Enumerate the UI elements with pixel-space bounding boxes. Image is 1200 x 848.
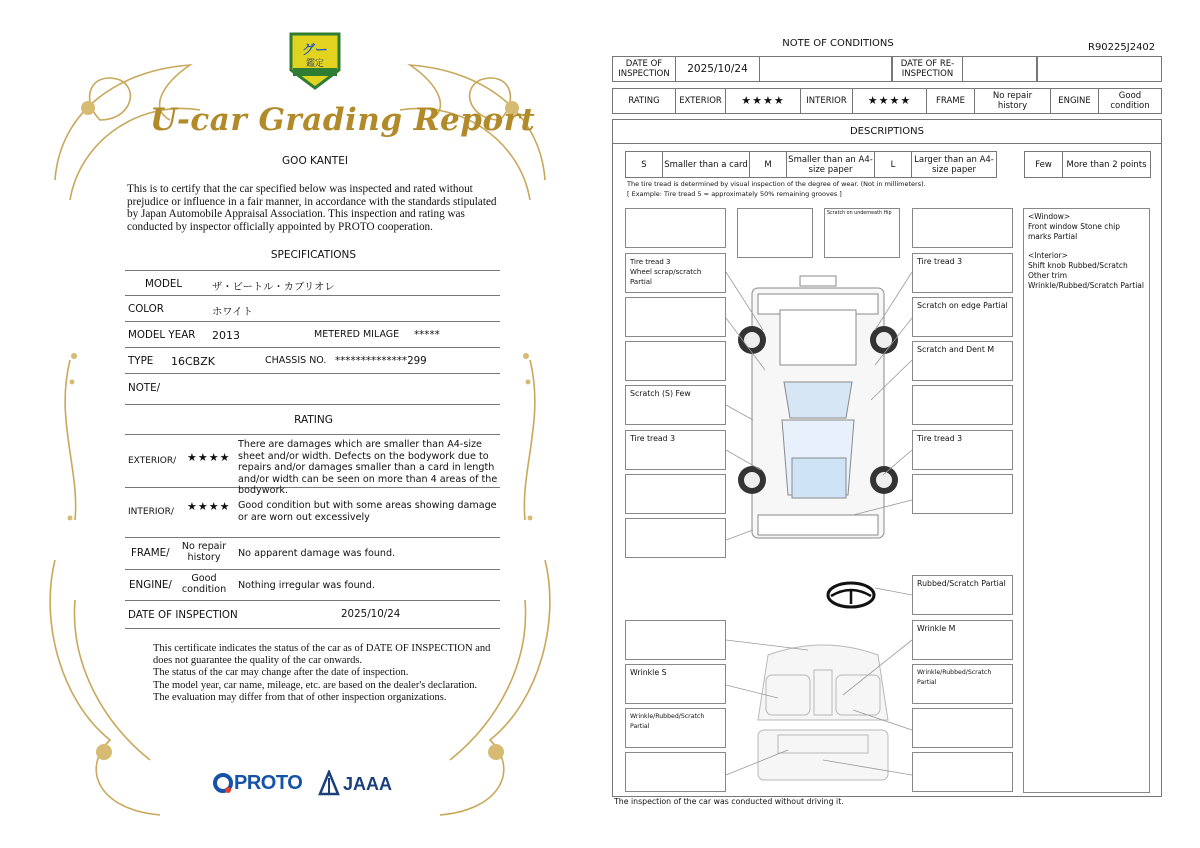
note-box-right-4: Scratch and Dent M — [912, 341, 1013, 381]
report-subtitle: GOO KANTEI — [282, 155, 348, 167]
inspection-date-label: DATE OF INSPECTION — [128, 609, 238, 621]
note-box-right-7 — [912, 474, 1013, 514]
specifications-heading: SPECIFICATIONS — [270, 249, 357, 261]
note-box-left-12 — [625, 752, 726, 792]
note-box-left-3 — [625, 297, 726, 337]
note-box-left-6: Tire tread 3 — [625, 430, 726, 470]
note-box-right-11 — [912, 708, 1013, 748]
rating-heading: RATING — [294, 414, 333, 426]
svg-text:鑑定: 鑑定 — [305, 59, 325, 69]
note-box-left-4 — [625, 341, 726, 381]
spec-row-note — [125, 374, 500, 405]
interior-stars: ★★★★ — [853, 89, 927, 113]
note-box-left-11: Wrinkle/Rubbed/Scratch Partial — [625, 708, 726, 748]
note-box-left-8 — [625, 518, 726, 558]
note-of-conditions — [600, 0, 1200, 848]
goo-kantei-badge — [287, 30, 343, 92]
legend-text-l: Larger than an A4-size paper — [914, 154, 994, 175]
conditions-heading: NOTE OF CONDITIONS — [782, 38, 894, 49]
engine-label: ENGINE — [1051, 89, 1099, 113]
legend-key-few: Few — [1025, 152, 1063, 177]
model-label: MODEL — [145, 278, 183, 290]
jaaa-logo: JAAA — [343, 774, 393, 794]
model-value: ザ・ビートル・カブリオレ — [212, 281, 335, 293]
note-box-left-5: Scratch (S) Few — [625, 385, 726, 425]
note-box-left-2: Tire tread 3 Wheel scrap/scratch Partial — [625, 253, 726, 293]
tire-note: The tire tread is determined by visual inspection of the degree of wear. (Not in millimeters). — [627, 180, 926, 188]
note-box-left-10: Wrinkle S — [625, 664, 726, 704]
interior-description: Good condition but with some areas showing damage or are worn out excessively — [238, 500, 497, 523]
frame-label: FRAME — [927, 89, 975, 113]
rating-row-date — [125, 601, 500, 629]
exterior-label: EXTERIOR/ — [128, 456, 177, 466]
blank-cell — [760, 57, 892, 81]
date-of-inspection-value: 2025/10/24 — [676, 57, 760, 81]
note-box-right-3: Scratch on edge Partial — [912, 297, 1013, 337]
date-of-inspection-label: DATE OF INSPECTION — [613, 57, 676, 81]
exterior-stars: ★★★★ — [187, 451, 231, 464]
note-box-left-9 — [625, 620, 726, 660]
model-year-value: 2013 — [212, 329, 240, 342]
underneath-note-box: Scratch on underneath Hip — [824, 208, 900, 258]
note-box-right-2: Tire tread 3 — [912, 253, 1013, 293]
tire-example: [ Example: Tire tread 5 = approximately 50% remaining grooves ] — [627, 190, 842, 198]
interior-label: INTERIOR — [801, 89, 853, 113]
proto-logo: PROTO — [234, 772, 303, 794]
mileage-label: METERED MILAGE — [314, 329, 400, 340]
legend-text-m: Smaller than an A4-size paper — [787, 152, 875, 177]
note-box-right-9: Wrinkle M — [912, 620, 1013, 660]
rating-label: RATING — [613, 89, 676, 113]
condition-summary: <Window> Front window Stone chip marks Partial <Interior> Shift knob Rubbed/Scratch Other trim Wrinkle/Rubbed/Scratch Partial — [1023, 208, 1150, 793]
legend-text-s: Smaller than a card — [663, 152, 750, 177]
jaaa-logo-icon — [318, 770, 340, 796]
rating-row-exterior — [125, 434, 500, 497]
legend-key-l: L — [875, 152, 912, 177]
note-box-right-6: Tire tread 3 — [912, 430, 1013, 470]
certification-statement: This is to certify that the car specified below was inspected and rated without prejudice or influence in a fair manner, in accordance with the standards stipulated by Japan Automobile Appraisal Association. This inspection and rating was conducted by inspector officially appointed by PROTO cooperation. — [127, 183, 497, 233]
proto-logo-icon — [212, 772, 234, 794]
engine-value: Good condition — [181, 573, 227, 595]
mileage-value: ***** — [414, 329, 440, 341]
note-box-right-5 — [912, 385, 1013, 425]
inspection-dates-row — [612, 56, 1162, 82]
report-id: R90225J2402 — [1088, 42, 1156, 53]
rating-summary-row — [612, 88, 1162, 114]
spec-row-type — [125, 348, 500, 374]
reinspection-label: DATE OF RE-INSPECTION — [892, 57, 963, 81]
legend-key-m: M — [750, 152, 787, 177]
engine-label: ENGINE/ — [129, 579, 172, 591]
report-title: U-car Grading Report — [150, 102, 536, 138]
exterior-stars: ★★★★ — [726, 89, 801, 113]
chassis-label: CHASSIS NO. — [265, 355, 327, 366]
disclaimer-line: The evaluation may differ from that of other inspection organizations. — [153, 691, 447, 703]
frame-description: No apparent damage was found. — [238, 548, 396, 559]
exterior-description: There are damages which are smaller than A4-size sheet and/or width. Defects on the bodywork due to repairs and/or damages smaller than a card in length and/or width can be seen on more than 4 areas of the bodywork. — [238, 439, 498, 497]
legend-key-s: S — [626, 152, 663, 177]
blank-cell — [1037, 57, 1163, 81]
note-box-left-7 — [625, 474, 726, 514]
descriptions-panel — [612, 119, 1162, 797]
type-label: TYPE — [128, 355, 154, 367]
engine-description: Nothing irregular was found. — [238, 580, 375, 591]
type-value: 16CBZK — [171, 355, 215, 368]
model-year-label: MODEL YEAR — [128, 329, 196, 341]
legend-text-few: More than 2 points — [1066, 159, 1147, 170]
certificate-disclaimer — [153, 643, 493, 704]
note-box-right-12 — [912, 752, 1013, 792]
frame-value: No repair history — [181, 541, 227, 563]
inspection-footer-note: The inspection of the car was conducted without driving it. — [614, 797, 844, 806]
rating-row-frame — [125, 538, 500, 570]
color-value: ホワイト — [212, 306, 253, 318]
note-label: NOTE/ — [128, 382, 161, 394]
frame-value: No repair history — [975, 89, 1051, 113]
interior-stars: ★★★★ — [187, 500, 231, 513]
note-box-right-10: Wrinkle/Rubbed/Scratch Partial — [912, 664, 1013, 704]
spec-row-year — [125, 322, 500, 348]
descriptions-heading: DESCRIPTIONS — [613, 120, 1161, 144]
disclaimer-line: The model year, car name, mileage, etc. are based on the dealer's declaration. — [153, 679, 478, 691]
disclaimer-line: The status of the car may change after the date of inspection. — [153, 667, 409, 679]
engine-value: Good condition — [1110, 91, 1150, 111]
reinspection-value — [963, 57, 1037, 81]
rating-row-engine — [125, 570, 500, 601]
note-box-left-1 — [625, 208, 726, 248]
note-box-right-8: Rubbed/Scratch Partial — [912, 575, 1013, 615]
chassis-value: **************299 — [335, 355, 427, 367]
inspection-date-value: 2025/10/24 — [341, 608, 401, 620]
exterior-label: EXTERIOR — [676, 89, 726, 113]
spec-row-color — [125, 296, 500, 322]
disclaimer-line: This certificate indicates the status of the car as of DATE OF INSPECTION and does not guarantee the quality of the car onwards. — [153, 643, 491, 667]
svg-text:グー: グー — [301, 43, 329, 58]
note-box-right-1 — [912, 208, 1013, 248]
frame-label: FRAME/ — [131, 547, 170, 559]
color-label: COLOR — [128, 303, 164, 315]
spec-row-model — [125, 270, 500, 296]
interior-label: INTERIOR/ — [128, 507, 174, 517]
rating-row-interior — [125, 488, 500, 538]
